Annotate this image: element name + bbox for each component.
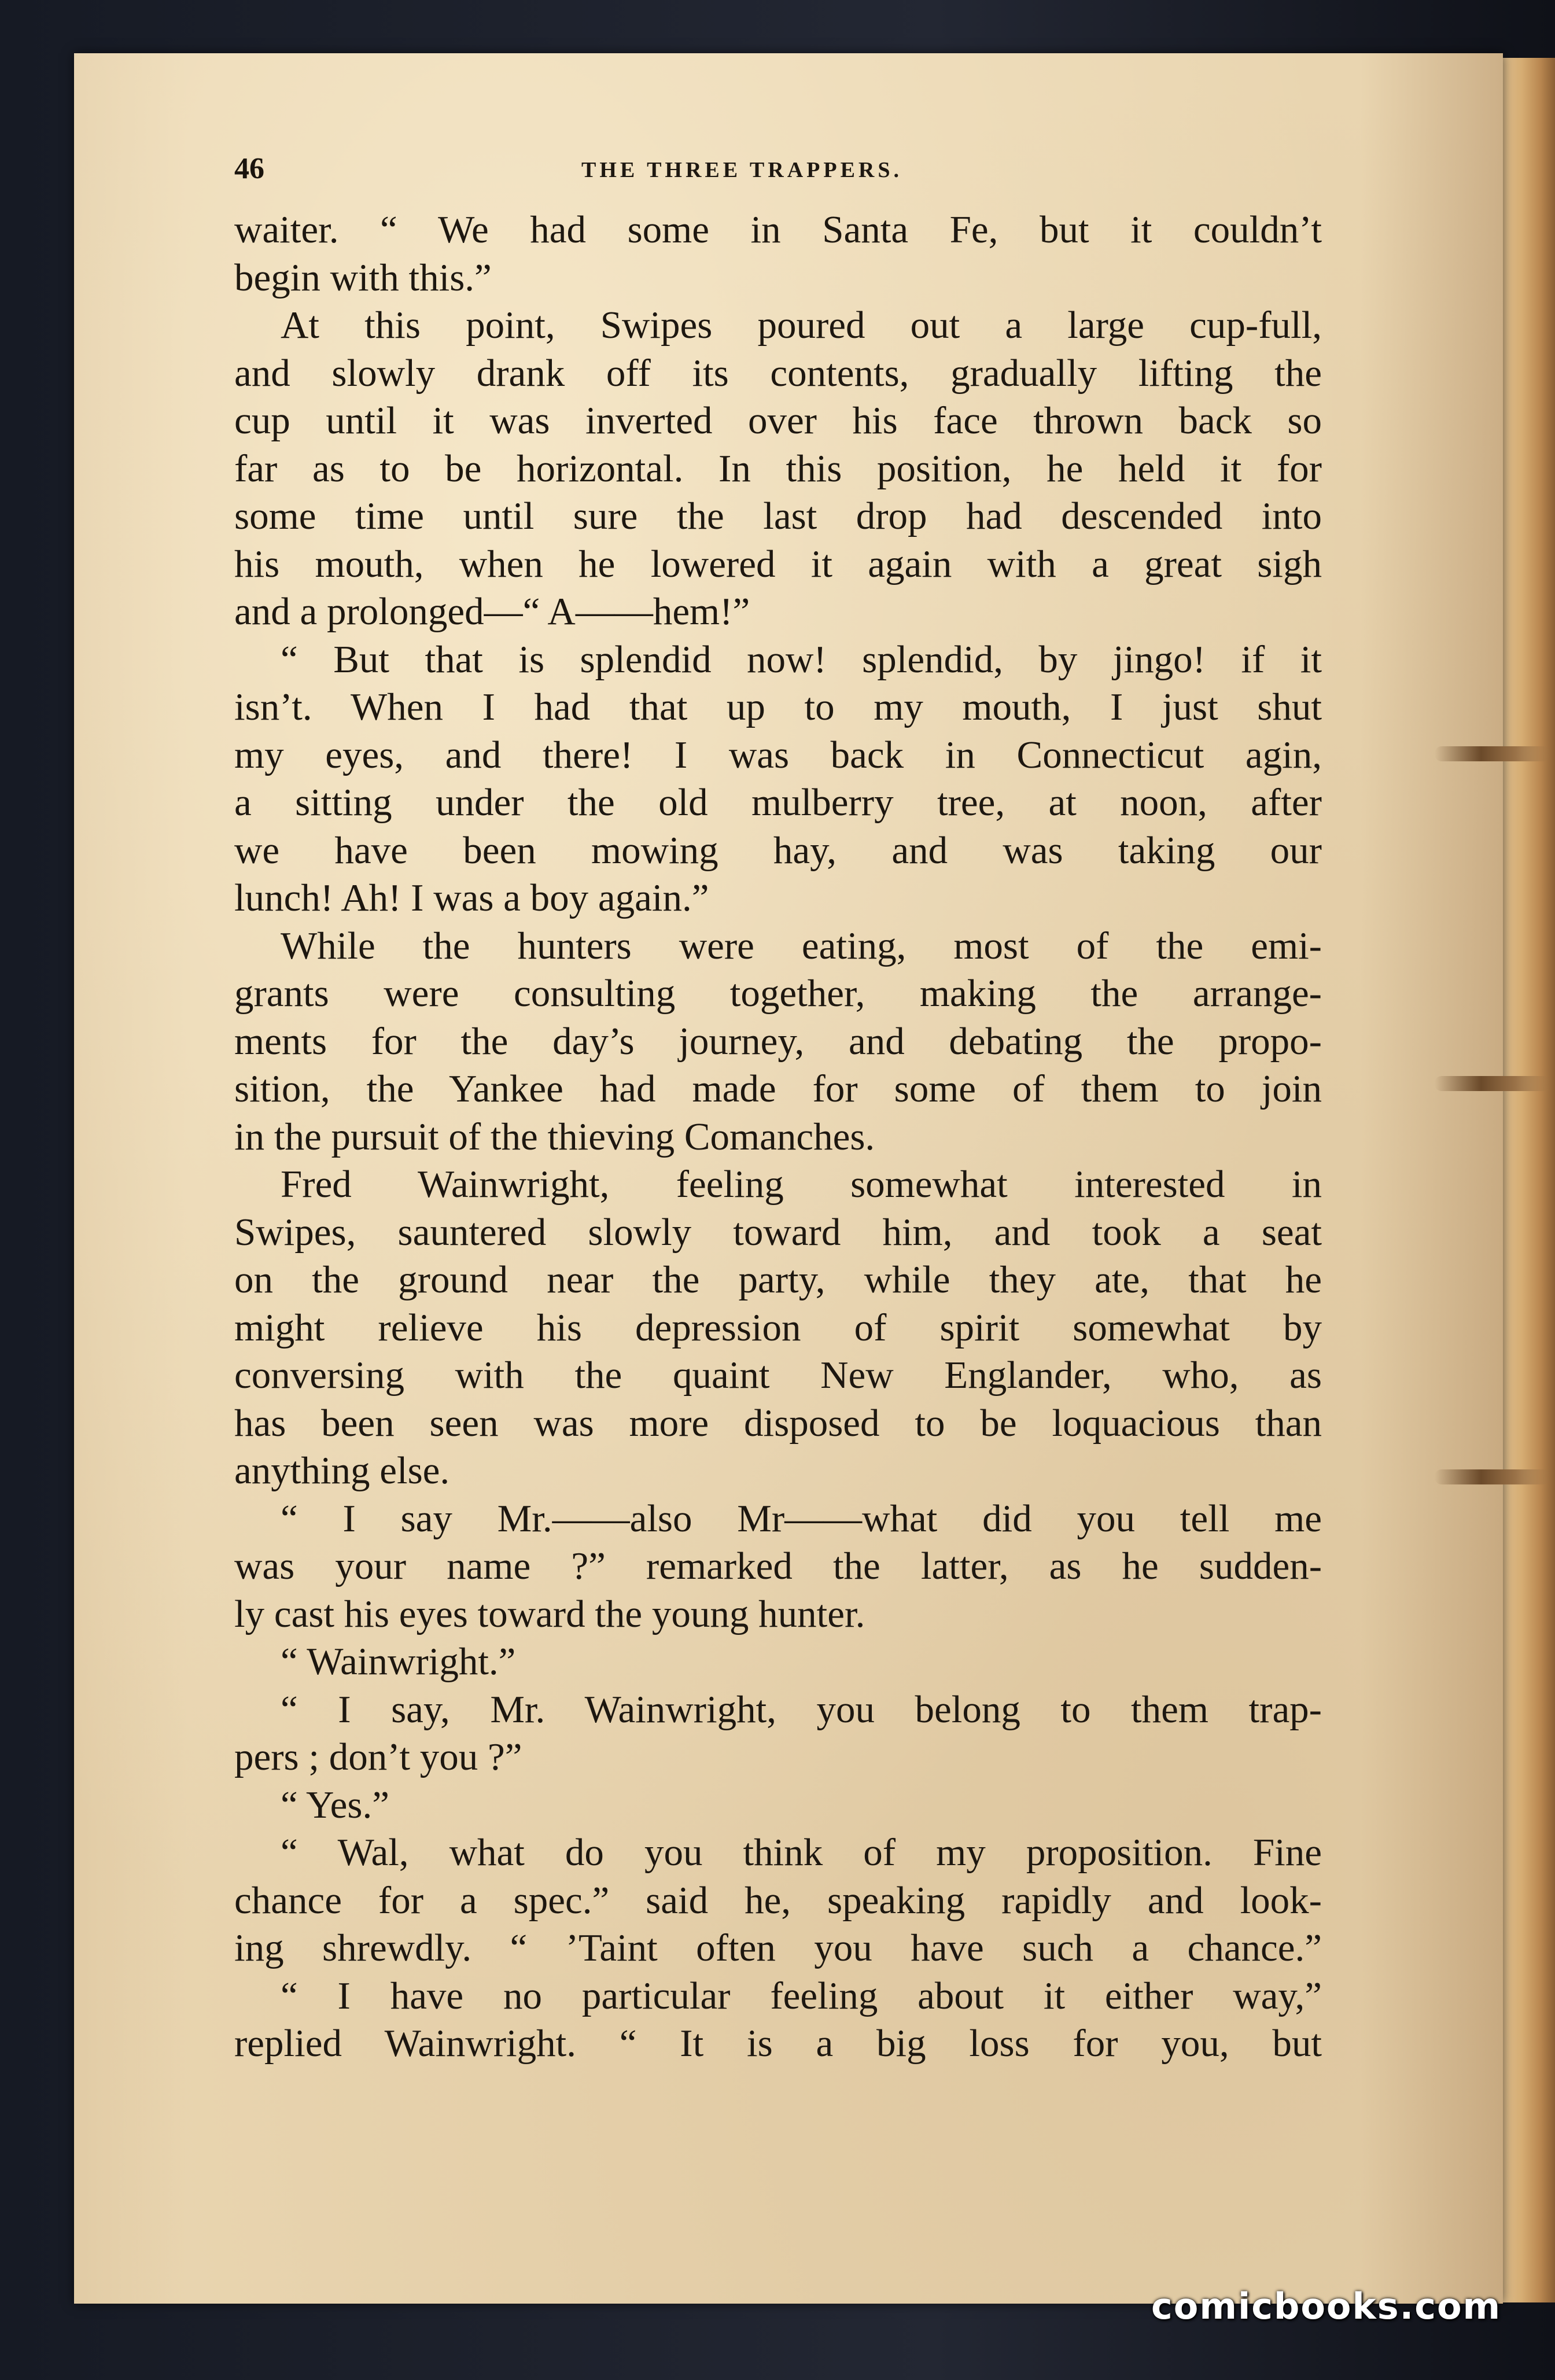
- text-line: grants were consulting together, making the arrange-: [234, 972, 1322, 1015]
- running-head: THE THREE TRAPPERS.: [581, 158, 902, 182]
- text-line: a sitting under the old mulberry tree, at noon, after: [234, 781, 1322, 824]
- text-line: waiter. “ We had some in Santa Fe, but it couldn’t: [234, 208, 1322, 251]
- text-line: isn’t. When I had that up to my mouth, I just shut: [234, 686, 1322, 728]
- page-number: 46: [234, 152, 264, 185]
- text-line: “ Wal, what do you think of my proposition. Fine: [281, 1831, 1322, 1874]
- text-line: ing shrewdly. “ ’Taint often you have such a chance.”: [234, 1926, 1322, 1969]
- text-line: pers ; don’t you ?”: [234, 1736, 522, 1778]
- text-line: conversing with the quaint New Englander, who, as: [234, 1354, 1322, 1397]
- text-line: While the hunters were eating, most of the emi-: [281, 924, 1322, 967]
- text-line: “ I say, Mr. Wainwright, you belong to them trap-: [281, 1688, 1322, 1731]
- text-line: cup until it was inverted over his face thrown back so: [234, 399, 1322, 442]
- binding-stitch: [1435, 1469, 1550, 1484]
- text-line: some time until sure the last drop had descended into: [234, 495, 1322, 537]
- text-line: Swipes, sauntered slowly toward him, and took a seat: [234, 1210, 1322, 1254]
- text-line: chance for a spec.” said he, speaking rapidly and look-: [234, 1878, 1322, 1922]
- text-line: “ Wainwright.”: [281, 1640, 516, 1683]
- text-line: lunch! Ah! I was a boy again.”: [234, 876, 709, 919]
- text-line: “ I say Mr.——also Mr——what did you tell me: [281, 1497, 1322, 1540]
- text-line: “ Yes.”: [281, 1783, 389, 1826]
- text-line: “ I have no particular feeling about it either way,”: [281, 1974, 1322, 2017]
- body-text: [234, 206, 1322, 2068]
- text-line: “ But that is splendid now! splendid, by jingo! if it: [281, 638, 1322, 681]
- text-line: on the ground near the party, while they ate, that he: [234, 1258, 1322, 1301]
- text-line: we have been mowing hay, and was taking our: [234, 828, 1322, 872]
- text-line: Fred Wainwright, feeling somewhat interested in: [281, 1163, 1322, 1206]
- text-line: might relieve his depression of spirit somewhat by: [234, 1306, 1322, 1349]
- text-line: begin with this.”: [234, 256, 492, 299]
- text-line: ments for the day’s journey, and debating the propo-: [234, 1019, 1322, 1063]
- binding-stitch: [1435, 1076, 1550, 1091]
- binding-stitch: [1435, 746, 1550, 761]
- text-line: has been seen was more disposed to be loquacious than: [234, 1401, 1322, 1445]
- text-line: sition, the Yankee had made for some of them to join: [234, 1067, 1322, 1110]
- text-line: was your name ?” remarked the latter, as he sudden-: [234, 1545, 1322, 1587]
- text-line: At this point, Swipes poured out a large cup-full,: [281, 304, 1322, 347]
- text-line: in the pursuit of the thieving Comanches.: [234, 1115, 875, 1158]
- page-header: [234, 152, 1328, 186]
- text-line: his mouth, when he lowered it again with a great sigh: [234, 542, 1322, 585]
- text-line: replied Wainwright. “ It is a big loss for you, but: [234, 2022, 1322, 2065]
- text-line: far as to be horizontal. In this position, he held it for: [234, 447, 1322, 490]
- text-line: anything else.: [234, 1449, 450, 1492]
- text-line: and slowly drank off its contents, gradually lifting the: [234, 351, 1322, 395]
- text-line: and a prolonged—“ A——hem!”: [234, 590, 750, 633]
- text-line: ly cast his eyes toward the young hunter.: [234, 1592, 865, 1635]
- text-line: my eyes, and there! I was back in Connecticut agin,: [234, 733, 1322, 776]
- site-watermark: comicbooks.com: [1151, 2285, 1502, 2327]
